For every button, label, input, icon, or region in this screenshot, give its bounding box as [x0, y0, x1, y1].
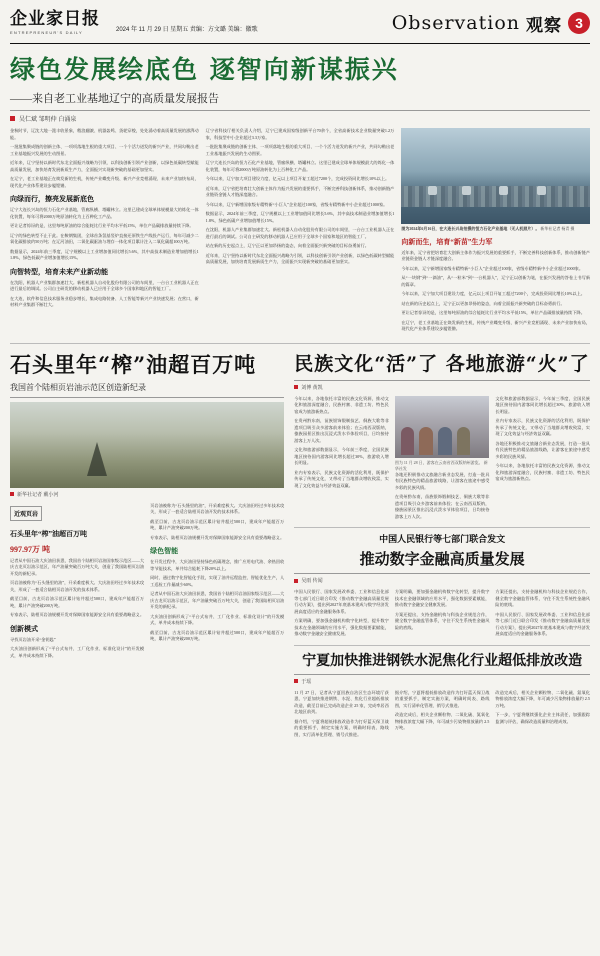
- story2-subhead: 我国首个陆相页岩油示范区创造新纪录: [10, 382, 146, 392]
- subsection-heading: 向智转型，培育未来产业新动能: [10, 267, 108, 276]
- paragraph: 近年来，辽宁省把培育壮大创新主体作为振兴发展的重要抓手，不断完善科技创新体系，推动创新链产业链资金链人才链深度融合。: [401, 249, 591, 262]
- paragraph: 在辽宁，老工业基地正在焕发新的生机，传统产业蝶变升级、新兴产业竞相涌现、未来产业加快布局，现代化产业体系建设步履铿锵。: [401, 319, 591, 332]
- paragraph: 改造完成后，相关企业颗粒物、二氧化硫、氮氧化物排放浓度大幅下降，年可减少污染物排放量约 2.5 万吨。: [495, 689, 590, 708]
- lead-col-1: [10, 128, 199, 336]
- lead-subhead: ——来自老工业基地辽宁的高质量发展报告: [10, 93, 219, 105]
- paragraph: 中国人民银行、国家发展改革委、工业和信息化部等七部门近日联合印发《推动数字金融高质量发展行动方案》，提出到2027年底基本建成与数字经济发展高度适应的金融服务体系。: [294, 589, 389, 614]
- subsection-heading: 向新而生，培育“新苗”生力军: [401, 237, 493, 246]
- paragraph: 专家表示，陆相页岩油规模开发对保障国家能源安全具有重要战略意义。: [150, 534, 285, 540]
- story3-byline: 刘博 黄凯: [294, 384, 590, 391]
- masthead-left: [10, 11, 258, 35]
- story4-headline: 推动数字金融高质量发展: [359, 550, 525, 569]
- paragraph: 辽宁省科技厅相关负责人介绍，辽宁已建成国家级创新平台70余个，全省高新技术企业数量突破1.2万家，科技型中小企业超过3.3万家。: [205, 128, 395, 140]
- paragraph: 在贵州黔东南，苗族银饰锻制技艺、侗族大歌等非遗项目吸引众多游客前来体验；在云南西双版纳，傣族园景区推出沉浸式泼水节体验项目，日均接待游客上万人次。: [294, 418, 389, 443]
- story2-figure: 997.97万 吨: [10, 544, 50, 554]
- divider: [294, 645, 590, 646]
- photo-person: [419, 427, 432, 456]
- lead-photo: [401, 128, 590, 224]
- newspaper-logo: [10, 11, 100, 35]
- lead-story: [10, 50, 590, 336]
- paragraph: 下一步，宁夏将继续强化企业主体责任，加强跟踪监测与评估，确保改造质量和治理成效。: [495, 712, 590, 724]
- paragraph: 数据显示，2024年前三季度，辽宁规模以上工业增加值同比增长5.6%，其中高技术制造业增加值增长11.8%，绿色低碳产业增加值增长15%。: [205, 211, 395, 223]
- photo-tank: [499, 186, 508, 195]
- paragraph: 页岩油被称为“石头缝里的油”，开采难度极大。大庆油田经过多年技术攻关，形成了一套适合陆相页岩油开发的技术体系。: [150, 502, 285, 515]
- photo-person: [438, 427, 451, 456]
- paragraph: 方案明确，要加强金融机构数字化转型，提升数字技术在金融领域的应用水平，强化数据要素赋能，推动数字金融安全健康发展。: [394, 589, 490, 608]
- photo-person: [401, 427, 414, 456]
- paragraph: 更让记者惊讶的是，这里每吨原油的综合能耗比行业平均水平低15%，单位产品碳排放量持续下降。: [401, 310, 585, 316]
- paragraph: 数据显示，2024年前三季度，辽宁规模以上工业增加值同比增长5.6%，其中高技术制造业增加值增长11.8%，绿色低碳产业增加值增长15%。: [10, 248, 199, 260]
- lead-byline-text: 吴仁斌 邹明仲 白涌泉: [19, 117, 77, 123]
- story4-col-1: [294, 589, 389, 641]
- paragraph: 文化和旅游部数据显示，今年前三季度，全国民族地区接待国内游客同比增长超过30%，旅游收入增长明显。: [294, 447, 389, 466]
- photo-credit: 新华社发: [394, 459, 488, 471]
- story3-headline: 民族文化“活”了 各地旅游“火”了: [294, 352, 590, 375]
- paragraph: 11 月 27 日，记者从宁夏回族自治区生态环境厅获悉，宁夏加快推进钢铁、水泥、焦化行业超低排放改造，截至目前已完成改造企业 25 家，完成率居西北地区前列。: [294, 689, 389, 715]
- paragraph: 站在新的历史起点上，辽宁正以更加昂扬的姿态，向着全面振兴新突破的目标奋勇前行。: [401, 300, 565, 306]
- divider: [294, 527, 590, 528]
- paragraph: 截至目前，古龙页岩油示范区累计钻井超过500口，建成年产能超百万吨，累计产油突破200万吨。: [10, 596, 145, 608]
- story5-col-2: [395, 690, 490, 742]
- paragraph: 在贵州黔东南，苗族银饰锻制技艺、侗族大歌等非遗项目吸引众多游客前来体验；在云南西双版纳，傣族园景区推出沉浸式泼水节体验项目，日均接待游客上万人次。: [394, 494, 490, 519]
- story-digital-finance: [294, 532, 590, 641]
- paragraph: 同时，通过数字化智能化手段，实现了油井远程监控、智能优化生产，人工巡检工作量减少60%。: [150, 575, 285, 587]
- paragraph: 寻找页岩油开采“金钥匙”: [10, 636, 56, 642]
- section-name-cn: 观察: [526, 15, 562, 36]
- lead-divider: [10, 110, 590, 111]
- paragraph: 据介绍，宁夏将超低排放改造作为打好蓝天保卫战的重要抓手，制定实施方案，明确时间表、路线图，实行清单化管理、销号式推进。: [294, 718, 389, 737]
- paragraph: 今年以来，辽宁加大项目建设力度，亿元以上项目开复工超过7200个，完成投资同比增长10%以上。: [205, 176, 390, 181]
- subsection-heading: 创新模式: [10, 624, 38, 633]
- story-oil: [10, 349, 284, 742]
- paragraph: 一批批集聚成链的创新主体、一项项落地生根的重大项目、一个个活力迸发的新兴产业，共同勾勒出老工业基地振兴发展的生动图景。: [205, 144, 395, 156]
- lead-photo-caption: 图为2024年6月16日，在大连长兴岛拍摄的恒力石化产业基地（无人机照片）。 新华社记者 杨青 摄: [401, 226, 575, 231]
- story3-divider: [294, 380, 590, 381]
- story5-divider: [294, 674, 590, 675]
- lead-col-3: [401, 128, 590, 336]
- paragraph: 金秋时节，辽沈大地一派丰收景象，稻浪翻滚、机器轰鸣、货轮穿梭，处处涌动着高质量发展的澎湃动能。: [10, 128, 199, 140]
- paragraph: 在沈阳，机器人产业集群加速壮大。新松机器人自动化股份有限公司的车间里，一台台工业机器人正在进行最后的调试。公司自主研发的移动机器人已应用于全球多个国家和地区的智能工厂。: [10, 279, 199, 291]
- photo-drilling-rig: [87, 442, 107, 476]
- paragraph: 页岩油被称为“石头缝里的油”，开采难度极大。大庆油田经过多年技术攻关，形成了一套适合陆相页岩油开发的技术体系。: [10, 580, 145, 592]
- story4-col-2: [395, 589, 490, 641]
- paragraph: 记者从中国石油大庆油田获悉，我国首个陆相页岩油国家级示范区——大庆古龙页岩油示范区，年产油量突破百万吨大关，创造了我国陆相页岩油开发的新纪录。: [150, 591, 285, 610]
- paragraph: 方案还提出，支持金融机构与科技企业规范合作，健全数字金融监管体系，守住不发生系统性金融风险的底线。: [495, 589, 590, 608]
- right-band: [294, 349, 590, 742]
- paragraph: 今年以来，辽宁加大项目建设力度，亿元以上项目开复工超过7200个，完成投资同比增长10%以上。: [401, 291, 585, 297]
- paragraph: 近年来，辽宁省把培育壮大创新主体作为振兴发展的重要抓手，不断完善科技创新体系，推动创新链产业链资金链人才链深度融合。: [205, 185, 395, 197]
- story2-col-2: [150, 503, 284, 663]
- story4-divider: [294, 573, 590, 574]
- paragraph: 今年以来，辽宁新增国家级专精特新“小巨人”企业超过100家，省级专精特新中小企业超过1000家。: [401, 265, 584, 271]
- paragraph: 在开发过程中，大庆油田坚持绿色低碳理念，推广应用电代油、余热回收等节能技术，单井综合能耗下降20%以上。: [150, 559, 285, 571]
- story3-col-2: [395, 396, 490, 524]
- story2-kicker: 近观页岩: [10, 506, 42, 521]
- paragraph: 据介绍，宁夏将超低排放改造作为打好蓝天保卫战的重要抓手，制定实施方案，明确时间表、路线图，实行清单化管理、销号式推进。: [394, 689, 490, 708]
- paragraph: 从“一块钢”到“一滴油”，从“一粒米”到“一台机器人”，辽宁正以创新为笔，在振兴发展的答卷上书写新的篇章。: [401, 275, 591, 287]
- story5-headline: 宁夏加快推进钢铁水泥焦化行业超低排放改造: [302, 652, 583, 669]
- story2-col-1: [10, 503, 144, 663]
- lead-columns: [10, 128, 590, 336]
- paragraph: 方案还提出，支持金融机构与科技企业规范合作，健全数字金融监管体系，守住不发生系统性金融风险的底线。: [394, 611, 490, 630]
- story3-col-3: [495, 396, 590, 524]
- lead-byline: [10, 114, 590, 123]
- paragraph: 专家表示，陆相页岩油规模开发对保障国家能源安全具有重要战略意义。: [10, 612, 145, 618]
- byline-marker-icon: [10, 116, 15, 121]
- section-name-en: Observation: [391, 12, 520, 34]
- story2-headline: 石头里年“榨”油超百万吨: [10, 351, 257, 377]
- paragraph: 在沈阳，机器人产业集群加速壮大。新松机器人自动化股份有限公司的车间里，一台台工业机器人正在进行最后的调试。公司自主研发的移动机器人已应用于全球多个国家和地区的智能工厂。: [205, 227, 395, 239]
- photo-person: [457, 427, 470, 456]
- paragraph: 在辽宁，老工业基地正在焕发新的生机，传统产业蝶变升级、新兴产业竞相涌现、未来产业加快布局，现代化产业体系建设步履铿锵。: [10, 176, 199, 188]
- middle-band: [10, 343, 590, 742]
- paragraph: 近年来，辽宁坚持以新时代东北全面振兴战略为引领，以科技创新引领产业创新，以绿色低碳转型赋能高质量发展，加快培育发展新质生产力，全面振兴实现新突破的基础更加坚实。: [10, 160, 199, 172]
- photo-tank: [537, 186, 546, 195]
- byline-marker-icon: [294, 579, 298, 583]
- story4-kicker: 中国人民银行等七部门联合发文: [379, 534, 506, 545]
- paragraph: 各地还积极推动文旅融合新业态发展，打造一批具有民族特色的精品旅游线路，让游客在旅途中感受多彩的民族风情。: [394, 471, 490, 490]
- paragraph: 今年以来，各地依托丰富的民族文化资源，推动文化和旅游深度融合，民族村寨、非遗工坊、特色民宿成为旅游新热点。: [294, 395, 389, 414]
- paragraph: 站在新的历史起点上，辽宁正以更加昂扬的姿态，向着全面振兴新突破的目标奋勇前行。: [205, 243, 369, 248]
- photo-tank: [462, 186, 471, 195]
- paragraph: 中国人民银行、国家发展改革委、工业和信息化部等七部门近日联合印发《推动数字金融高质量发展行动方案》，提出到2027年底基本建成与数字经济发展高度适应的金融服务体系。: [495, 611, 590, 637]
- issue-date: 2024 年 11 月 29 日 星期五 责编：方文璐 美编：徽歌: [116, 27, 258, 33]
- story3-caption: 图为 11 月 28 日，游客在云南省西双版纳州游览。 新华社发: [394, 459, 488, 471]
- subsection-heading: 绿色智能: [150, 547, 179, 556]
- paragraph: 大庆油田创新形成了“平台式布井、工厂化作业、标准化设计”的开发模式，单井成本持续下降。: [10, 646, 145, 658]
- paragraph: 今年以来，辽宁新增国家级专精特新“小巨人”企业超过100家，省级专精特新中小企业超过1000家。: [205, 201, 388, 207]
- paragraph: 方案明确，要加强金融机构数字化转型，提升数字技术在金融领域的应用水平，强化数据要素赋能，推动数字金融安全健康发展。: [294, 618, 389, 637]
- paragraph: 在大连，软件和信息技术服务业稳步增长，集成电路装备、人工智能等新兴产业快速发展；在营口，新材料产业集群不断壮大。: [10, 295, 199, 307]
- paragraph: 记者从中国石油大庆油田获悉，我国首个陆相页岩油国家级示范区——大庆古龙页岩油示范区，年产油量突破百万吨大关，创造了我国陆相页岩油开发的新纪录。: [10, 557, 145, 576]
- masthead: [10, 6, 590, 44]
- paragraph: 辽宁的绿色转型不止于此。在鞍钢集团，全球首条氢基竖炉直接还原铁生产线投产运行，每年可减少二氧化碳排放约50万吨；在辽河油田，二氧化碳驱油与埋存一体化项目累计注入二氧化碳超100万吨。: [10, 232, 199, 244]
- paragraph: 业内专家表示，民族文化资源的活化利用，既保护传承了传统文化，又带动了当地群众增收致富，实现了文化效益与经济效益双赢。: [495, 418, 590, 437]
- masthead-right: [392, 11, 590, 36]
- story3-photo: [395, 396, 490, 458]
- photo-tank: [428, 186, 437, 195]
- story2-divider: [10, 397, 284, 398]
- subsection-heading: 向绿而行，擦亮发展新底色: [10, 195, 94, 203]
- byline-marker-icon: [10, 492, 14, 496]
- byline-marker-icon: [294, 679, 298, 683]
- logo-pinyin: ENTREPRENEUR'S DAILY: [10, 30, 83, 35]
- story5-byline: 于瑶: [294, 678, 590, 685]
- logo-title: 企业家日报: [10, 9, 100, 29]
- paragraph: 辽宁大连长兴岛的恒力石化产业基地，管廊纵横、塔罐林立。这里已建成全球单体规模最大的炼化一体化装置，每年可将2000万吨原油转化为上百种化工产品。: [10, 207, 199, 219]
- story2-box-title: 石头里年“榨”油超百万吨: [10, 529, 87, 538]
- story5-col-1: [294, 690, 389, 742]
- paragraph: 文化和旅游部数据显示，今年前三季度，全国民族地区接待国内游客同比增长超过30%，旅游收入增长明显。: [495, 395, 590, 414]
- paragraph: 截至目前，古龙页岩油示范区累计钻井超过500口，建成年产能超百万吨，累计产油突破200万吨。: [150, 629, 285, 642]
- paragraph: 更让记者惊讶的是，这里每吨原油的综合能耗比行业平均水平低15%，单位产品碳排放量持续下降。: [10, 223, 194, 228]
- paragraph: 各地还积极推动文旅融合新业态发展，打造一批具有民族特色的精品旅游线路，让游客在旅途中感受多彩的民族风情。: [495, 440, 590, 459]
- story2-byline: 新华社记者 戴小河: [10, 491, 284, 498]
- paragraph: 改造完成后，相关企业颗粒物、二氧化硫、氮氧化物排放浓度大幅下降，年可减少污染物排放量约 2.5 万吨。: [394, 712, 490, 731]
- story4-byline: 吴雨 传闻: [294, 577, 590, 584]
- paragraph: 一批批集聚成链的创新主体、一项项落地生根的重大项目、一个个活力迸发的新兴产业，共同勾勒出老工业基地振兴发展的生动图景。: [10, 144, 199, 156]
- page-number-badge: 3: [568, 12, 590, 34]
- story4-col-3: [495, 589, 590, 641]
- photo-credit: 新华社记者 杨青 摄: [540, 226, 575, 231]
- story5-col-3: [495, 690, 590, 742]
- story3-col-1: [294, 396, 389, 524]
- paragraph: 辽宁大连长兴岛的恒力石化产业基地，管廊纵横、塔罐林立。这里已建成全球单体规模最大的炼化一体化装置，每年可将2000万吨原油转化为上百种化工产品。: [205, 160, 395, 172]
- lead-headline: 绿色发展绘底色 逐智向新谋振兴: [10, 55, 399, 84]
- story-ningxia: [294, 650, 590, 742]
- paragraph: 今年以来，各地依托丰富的民族文化资源，推动文化和旅游深度融合，民族村寨、非遗工坊、特色民宿成为旅游新热点。: [495, 463, 590, 482]
- paragraph: 近年来，辽宁坚持以新时代东北全面振兴战略为引领，以科技创新引领产业创新，以绿色低碳转型赋能高质量发展，加快培育发展新质生产力，全面振兴实现新突破的基础更加坚实。: [205, 252, 395, 264]
- byline-marker-icon: [294, 385, 298, 389]
- paragraph: 大庆油田创新形成了“平台式布井、工厂化作业、标准化设计”的开发模式，单井成本持续下降。: [150, 613, 285, 626]
- paragraph: 截至目前，古龙页岩油示范区累计钻井超过500口，建成年产能超百万吨，累计产油突破200万吨。: [150, 518, 285, 531]
- paragraph: 业内专家表示，民族文化资源的活化利用，既保护传承了传统文化，又带动了当地群众增收致富，实现了文化效益与经济效益双赢。: [294, 469, 389, 488]
- story2-photo: [10, 402, 284, 488]
- lead-col-2: [206, 128, 395, 336]
